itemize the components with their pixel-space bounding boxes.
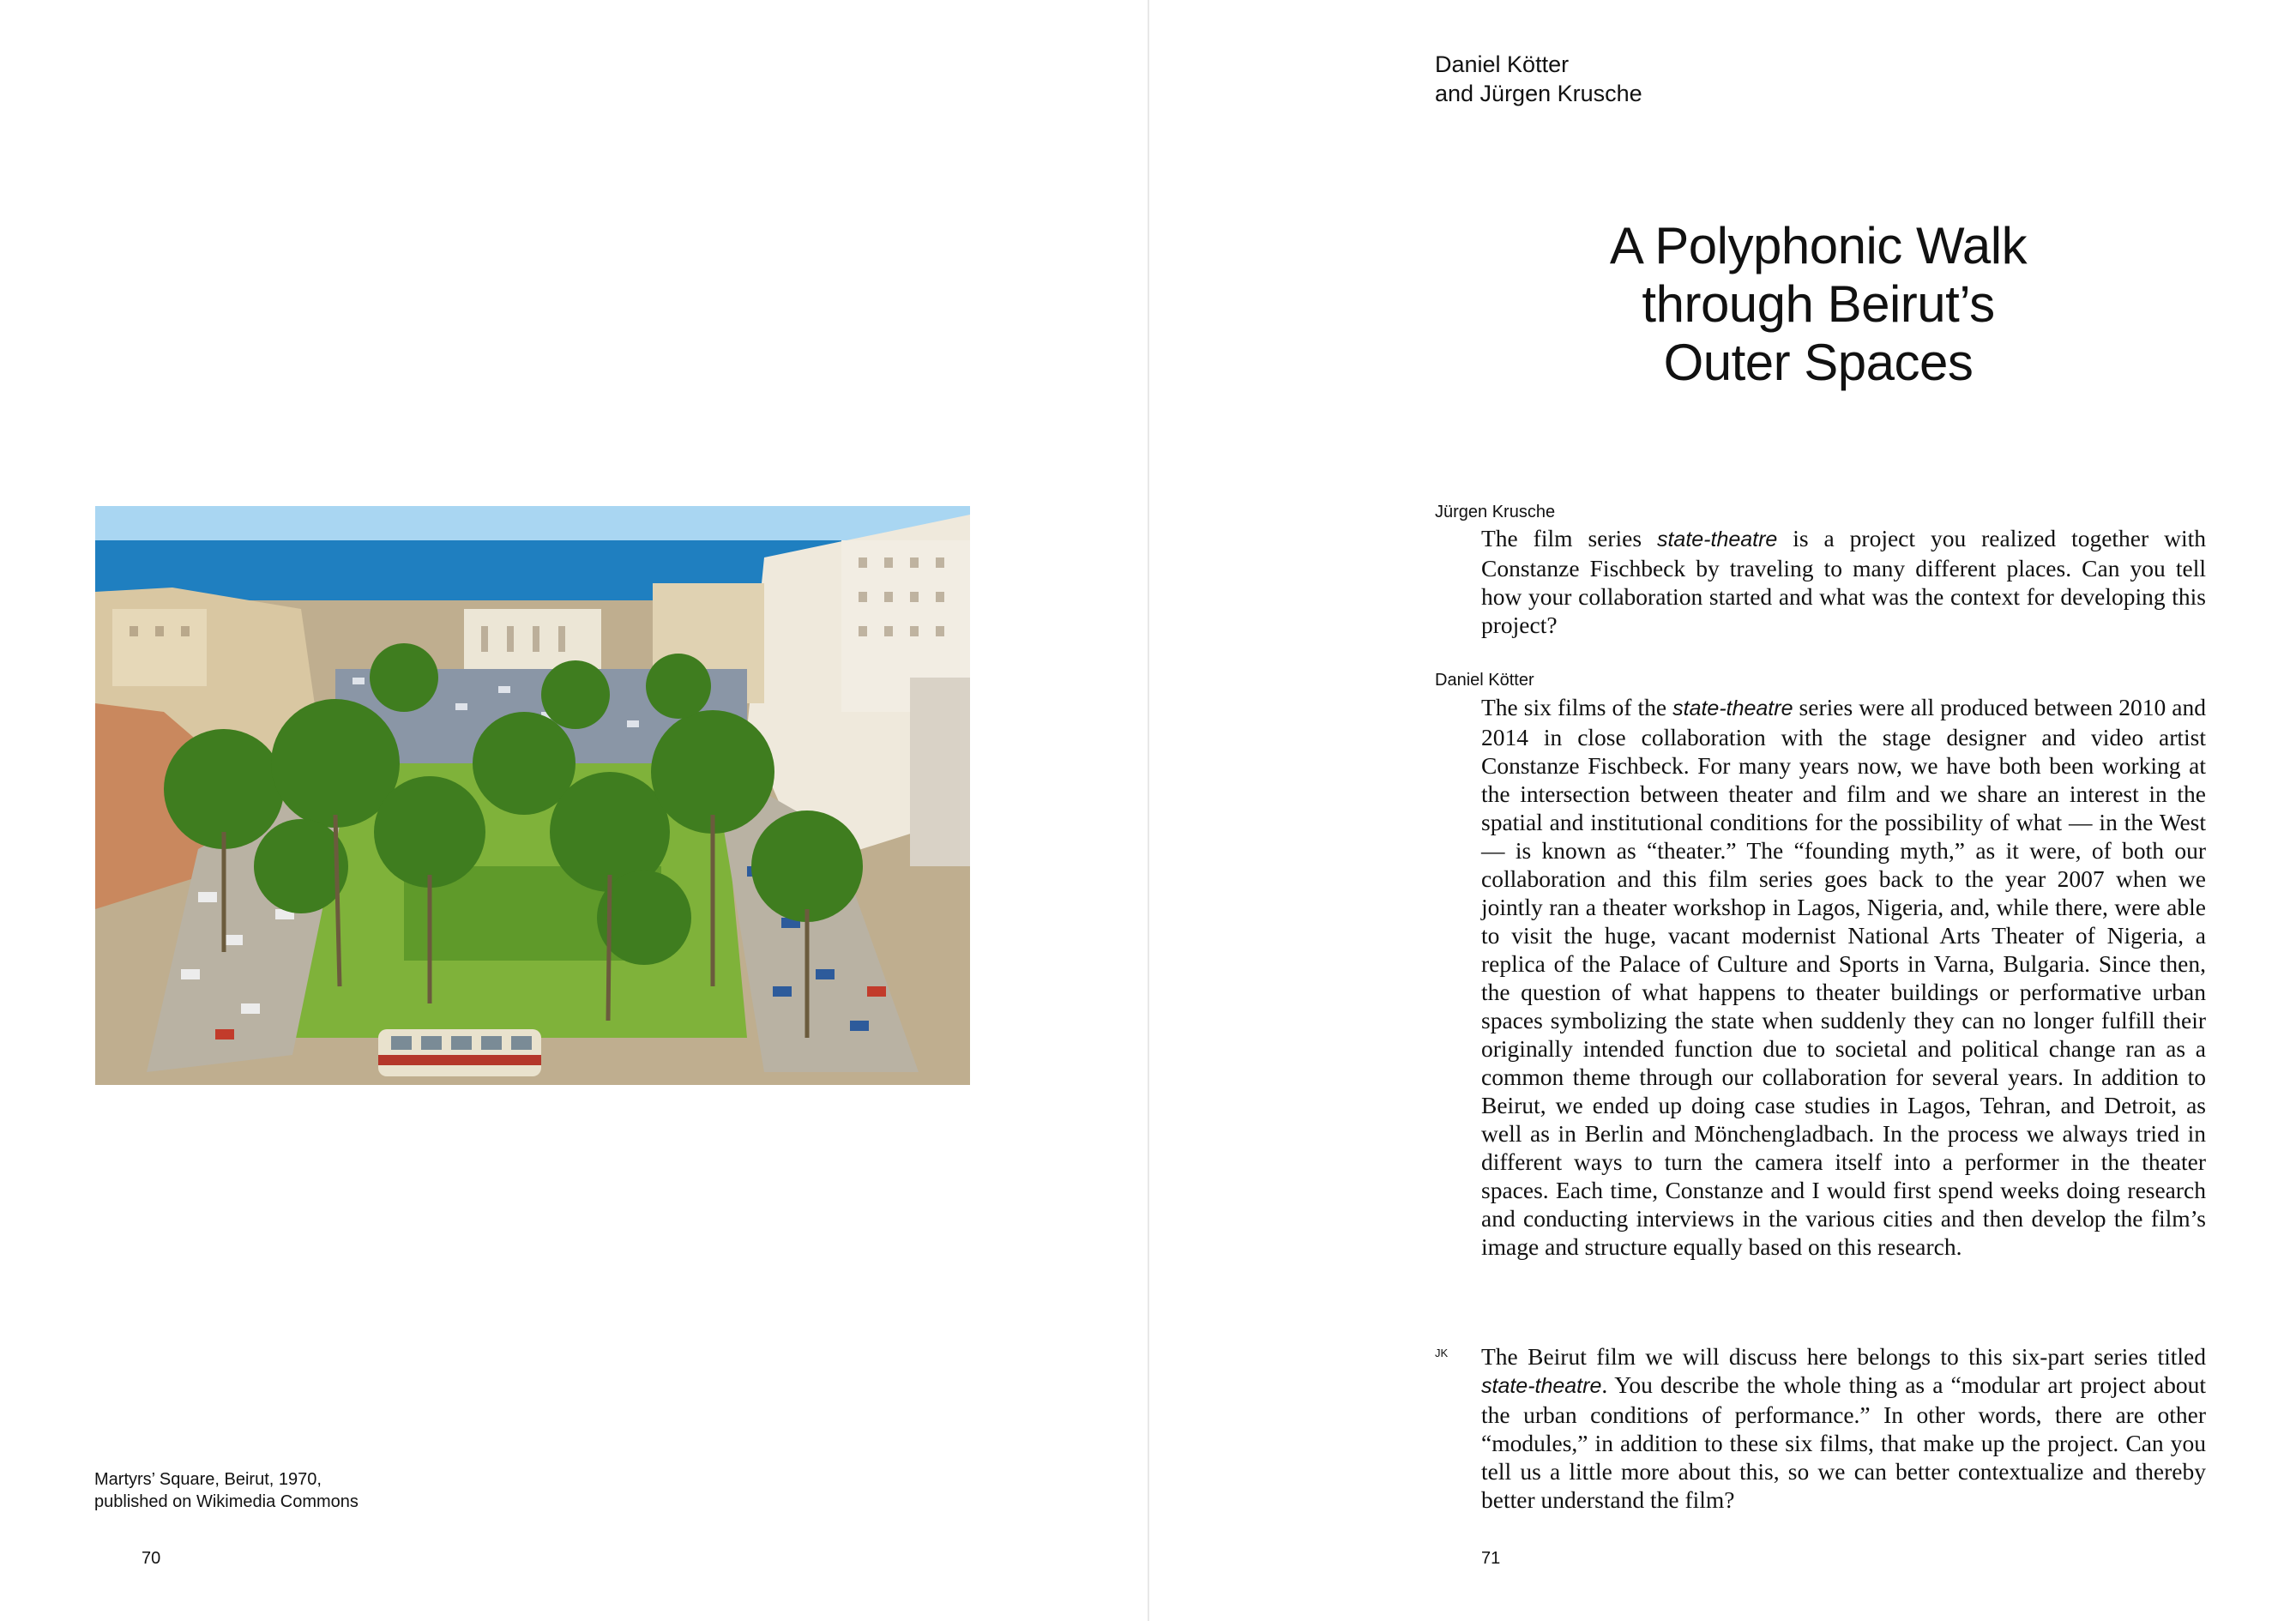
title-line-1: A Polyphonic Walk [1609,217,2028,274]
caption-line-1: Martyrs’ Square, Beirut, 1970, [94,1470,322,1489]
p3-text-b: . You describe the whole thing as a “modular art project about the urban conditions of performance.” In other words, there are other “modules,” in addition to these six films, that make up the project. Can you tell us a little more about this, so we can better contextualize and thereby better understand the film? [1481,1371,2206,1513]
author-line-2: and Jürgen Krusche [1435,81,1642,106]
p1-text-a: The film series [1481,525,1657,551]
p1-emphasis: state-theatre [1656,527,1778,551]
title-line-2: through Beirut’s [1642,275,1995,333]
paragraph-question-1 [1481,524,2206,639]
article-title [1475,217,2161,392]
page-number-left: 70 [142,1549,161,1568]
photo-caption [94,1468,359,1513]
speaker-initials-jk: JK [1435,1347,1449,1359]
page-gutter [1148,0,1149,1621]
paragraph-answer-1 [1481,693,2206,1261]
p1-text-b: is a project you realized together with Constanze Fischbeck by traveling to many different places. Can you tell how your collaboration started and what was the context for developing this project? [1481,525,2206,638]
p2-emphasis: state-theatre [1672,696,1793,720]
p2-text-a: The six films of the [1481,694,1673,720]
p3-emphasis: state-theatre [1481,1374,1602,1398]
caption-line-2: published on Wikimedia Commons [94,1492,359,1511]
author-line-1: Daniel Kötter [1435,51,1570,77]
martyrs-square-photo [95,506,970,1085]
page-number-right: 71 [1481,1549,1501,1568]
paragraph-question-2 [1481,1342,2206,1514]
photo-illustration [95,506,970,1085]
speaker-label-koetter: Daniel Kötter [1435,671,1534,690]
p3-text-a: The Beirut film we will discuss here belongs to this six-part series titled [1481,1343,2206,1370]
p2-text-b: series were all produced between 2010 and 2014 in close collaboration with the stage designer and video artist Constanze Fischbeck. For many years now, we have both been working at the intersection between theater and film and we share an interest in the spatial and institutional conditions for the possibility of what — in the West — is known as “theater.” The “founding myth,” as it were, of both our collaboration and this film series goes back to the year 2007 when we jointly ran a theater workshop in Lagos, Nigeria, and, while there, were able to visit the huge, vacant modernist National Arts Theater of Nigeria, a replica of the Palace of Culture and Sports in Varna, Bulgaria. Since then, the question of what happens to theater buildings or performative urban spaces symbolizing the state when suddenly they can no longer fulfill their originally intended function due to societal and political change ran as a common theme through our collaboration for several years. In addition to Beirut, we ended up doing case studies in Lagos, Tehran, and Detroit, as well as in Berlin and Mönchengladbach. In the process we always tried in different ways to turn the camera itself into a performer in the theater spaces. Each time, Constanze and I would first spend weeks doing research and conducting interviews in the various cities and then develop the film’s image and structure equally based on this research. [1481,694,2206,1260]
speaker-label-krusche: Jürgen Krusche [1435,503,1556,521]
author-names [1435,50,1642,108]
title-line-3: Outer Spaces [1663,334,1974,391]
